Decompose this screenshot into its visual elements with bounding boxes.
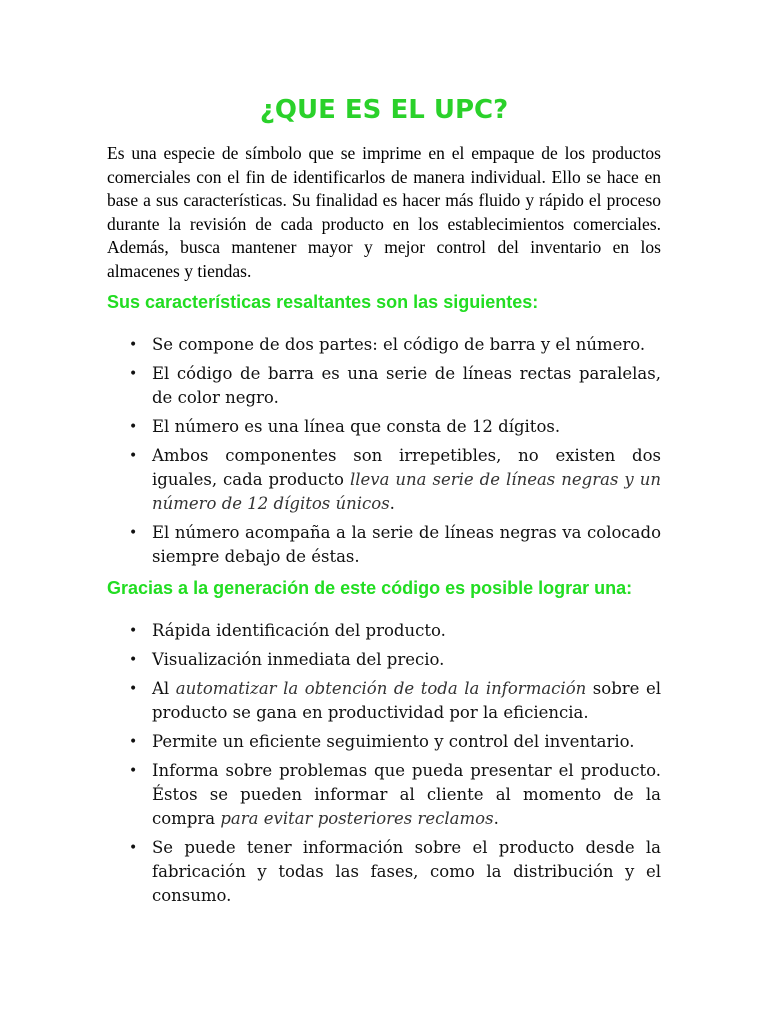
list-item-text-pre: Se compone de dos partes: el código de barra y el número. (152, 335, 646, 354)
section-heading-characteristics: Sus características resaltantes son las siguientes: (107, 292, 539, 312)
list-item-text-pre: El número es una línea que consta de 12 dígitos. (152, 417, 561, 436)
list-item-text-post: sobre el producto se gana en productividad por la eficiencia. (152, 679, 661, 722)
list-item (107, 521, 661, 569)
list-item-text-pre: El número acompaña a la serie de líneas negras va colocado siempre debajo de éstas. (152, 523, 661, 566)
list-item (107, 415, 661, 439)
list-item (107, 444, 661, 516)
list-item (107, 362, 661, 410)
list-item (107, 619, 661, 643)
bullet-icon: • (129, 337, 138, 353)
list-item (107, 759, 661, 831)
page-title: ¿QUE ES EL UPC? (259, 95, 509, 125)
list-item-text-pre: Se puede tener información sobre el producto desde la fabricación y todas las fases, como la distribución y el consumo. (152, 838, 661, 905)
bullet-icon: • (129, 652, 138, 668)
bullet-icon: • (129, 448, 138, 464)
list-item-text-post: . (493, 809, 499, 828)
bullet-icon: • (129, 366, 138, 382)
bullet-icon: • (129, 525, 138, 541)
list-item-text-pre: El código de barra es una serie de líneas rectas paralelas, de color negro. (152, 364, 661, 407)
bullet-icon: • (129, 681, 138, 697)
list-item (107, 677, 661, 725)
bullet-icon: • (129, 840, 138, 856)
bullet-icon: • (129, 419, 138, 435)
list-item-text-pre: Al (152, 679, 176, 698)
list-item (107, 648, 661, 672)
list-item-text-pre: Rápida identificación del producto. (152, 621, 446, 640)
list-item-text-post: . (389, 494, 395, 513)
bullet-icon: • (129, 734, 138, 750)
bullet-icon: • (129, 623, 138, 639)
list-item-text-pre: Visualización inmediata del precio. (152, 650, 445, 669)
bullet-icon: • (129, 763, 138, 779)
list-item-text-pre: Informa sobre problemas que pueda presentar el producto. Éstos se pueden informar al cliente al momento de la compra (152, 761, 661, 828)
benefits-list (107, 619, 661, 913)
list-item (107, 333, 661, 357)
section-heading-benefits: Gracias a la generación de este código es posible lograr una: (107, 578, 633, 598)
list-item (107, 730, 661, 754)
list-item (107, 836, 661, 908)
list-item-text-pre: Ambos componentes son irrepetibles, no existen dos iguales, cada producto (152, 446, 661, 489)
list-item-text-em: lleva una serie de líneas negras y un número de 12 dígitos únicos (152, 470, 661, 513)
intro-paragraph: Es una especie de símbolo que se imprime en el empaque de los productos comerciales con el fin de identificarlos de manera individual. Ello se hace en base a sus características. Su finalidad es hacer más fluido y rápido el proceso durante la revisión de cada producto en los establecimientos comerciales. Además, busca mantener mayor y mejor control del inventario en los almacenes y tiendas. (107, 143, 661, 281)
list-item-text-em: para evitar posteriores reclamos (220, 809, 494, 828)
characteristics-list (107, 333, 661, 574)
list-item-text-em: automatizar la obtención de toda la información (175, 679, 587, 698)
list-item-text-pre: Permite un eficiente seguimiento y control del inventario. (152, 732, 635, 751)
